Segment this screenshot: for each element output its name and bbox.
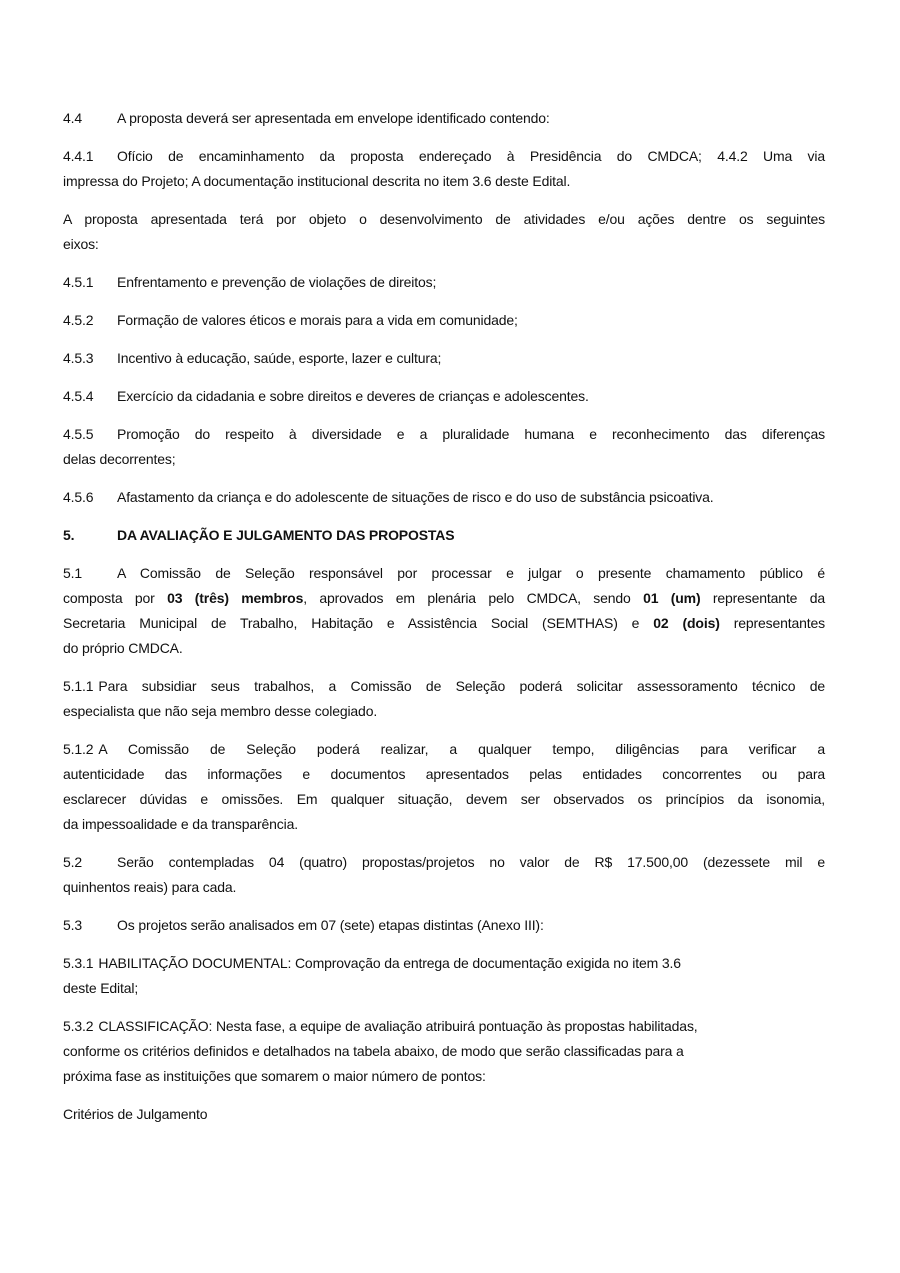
item-number: 4.4 bbox=[63, 110, 83, 126]
text-segment: Serão contempladas 04 (quatro) propostas/projetos no valor de R$ 17.500,00 (dezessete mil e bbox=[117, 854, 825, 870]
text-line bbox=[63, 1064, 825, 1089]
paragraph bbox=[63, 422, 825, 472]
text-line bbox=[63, 422, 825, 447]
item-number: 5.2 bbox=[63, 854, 83, 870]
text-segment: HABILITAÇÃO DOCUMENTAL: Comprovação da entrega de documentação exigida no item 3.6 bbox=[98, 955, 681, 971]
text-segment: Enfrentamento e prevenção de violações de direitos; bbox=[117, 274, 437, 290]
text-line bbox=[63, 850, 825, 875]
text-segment: Formação de valores éticos e morais para a vida em comunidade; bbox=[117, 312, 518, 328]
paragraph bbox=[63, 346, 825, 371]
section-heading bbox=[63, 523, 825, 548]
text-line bbox=[63, 586, 825, 611]
text-segment: eixos: bbox=[63, 236, 99, 252]
item-number: 4.5.2 bbox=[63, 312, 94, 328]
item-number: 4.4.1 bbox=[63, 148, 94, 164]
paragraph bbox=[63, 270, 825, 295]
text-line bbox=[63, 976, 825, 1001]
text-segment: autenticidade das informações e documentos apresentados pelas entidades concorrentes ou para bbox=[63, 766, 825, 782]
text-segment: Afastamento da criança e do adolescente de situações de risco e do uso de substância psicoativa. bbox=[117, 489, 714, 505]
text-segment: CLASSIFICAÇÃO: Nesta fase, a equipe de avaliação atribuirá pontuação às propostas habilitadas, bbox=[98, 1018, 698, 1034]
paragraph bbox=[63, 561, 825, 661]
paragraph bbox=[63, 485, 825, 510]
text-segment: Exercício da cidadania e sobre direitos e deveres de crianças e adolescentes. bbox=[117, 388, 589, 404]
paragraph bbox=[63, 737, 825, 837]
item-number: 4.5.6 bbox=[63, 489, 94, 505]
text-line bbox=[63, 875, 825, 900]
text-segment: esclarecer dúvidas e omissões. Em qualquer situação, devem ser observados os princípios da isonomia, bbox=[63, 791, 825, 807]
item-number: 5.1.1 bbox=[63, 678, 94, 694]
text-segment: A proposta apresentada terá por objeto o desenvolvimento de atividades e/ou ações dentre os seguintes bbox=[63, 211, 825, 227]
item-number: 5.1.2 bbox=[63, 741, 94, 757]
text-segment: , aprovados em plenária pelo CMDCA, sendo bbox=[303, 590, 644, 606]
text-line bbox=[63, 447, 825, 472]
text-line bbox=[63, 951, 825, 976]
text-line bbox=[63, 270, 825, 295]
text-line bbox=[63, 232, 825, 257]
text-line bbox=[63, 611, 825, 636]
text-line bbox=[63, 636, 825, 661]
text-segment: A proposta deverá ser apresentada em envelope identificado contendo: bbox=[117, 110, 550, 126]
text-segment: Os projetos serão analisados em 07 (sete) etapas distintas (Anexo III): bbox=[117, 917, 544, 933]
item-number: 4.5.3 bbox=[63, 350, 94, 366]
item-number: 5. bbox=[63, 527, 75, 543]
text-line bbox=[63, 737, 825, 762]
text-segment: quinhentos reais) para cada. bbox=[63, 879, 237, 895]
text-line bbox=[63, 144, 825, 169]
text-line bbox=[63, 106, 825, 131]
text-segment: Secretaria Municipal de Trabalho, Habitação e Assistência Social (SEMTHAS) e bbox=[63, 615, 654, 631]
text-segment: do próprio CMDCA. bbox=[63, 640, 183, 656]
paragraph bbox=[63, 106, 825, 131]
item-number: 5.3 bbox=[63, 917, 83, 933]
item-number: 5.3.2 bbox=[63, 1018, 94, 1034]
text-line bbox=[63, 699, 825, 724]
text-segment: impressa do Projeto; A documentação institucional descrita no item 3.6 deste Edital. bbox=[63, 173, 571, 189]
bold-text: DA AVALIAÇÃO E JULGAMENTO DAS PROPOSTAS bbox=[117, 527, 455, 543]
paragraph bbox=[63, 384, 825, 409]
text-segment: composta por bbox=[63, 590, 168, 606]
text-segment: representantes bbox=[719, 615, 825, 631]
text-line bbox=[63, 913, 825, 938]
text-line bbox=[63, 523, 825, 548]
paragraph bbox=[63, 951, 825, 1001]
text-line bbox=[63, 787, 825, 812]
item-number: 5.1 bbox=[63, 565, 83, 581]
paragraph bbox=[63, 207, 825, 257]
text-line bbox=[63, 762, 825, 787]
text-segment: Critérios de Julgamento bbox=[63, 1106, 208, 1122]
document-page bbox=[63, 106, 825, 1140]
text-segment: da impessoalidade e da transparência. bbox=[63, 816, 298, 832]
text-line bbox=[63, 169, 825, 194]
text-segment: delas decorrentes; bbox=[63, 451, 176, 467]
text-segment: conforme os critérios definidos e detalhados na tabela abaixo, de modo que serão classificadas para a bbox=[63, 1043, 684, 1059]
text-line bbox=[63, 308, 825, 333]
text-line bbox=[63, 1014, 825, 1039]
text-line bbox=[63, 561, 825, 586]
item-number: 4.5.1 bbox=[63, 274, 94, 290]
text-line bbox=[63, 812, 825, 837]
paragraph bbox=[63, 1014, 825, 1089]
text-line bbox=[63, 674, 825, 699]
bold-text: 02 (dois) bbox=[653, 615, 720, 631]
text-line bbox=[63, 207, 825, 232]
paragraph bbox=[63, 850, 825, 900]
text-segment: próxima fase as instituições que somarem o maior número de pontos: bbox=[63, 1068, 486, 1084]
text-segment: A Comissão de Seleção poderá realizar, a qualquer tempo, diligências para verificar a bbox=[98, 741, 825, 757]
text-segment: Ofício de encaminhamento da proposta endereçado à Presidência do CMDCA; 4.4.2 Uma via bbox=[117, 148, 825, 164]
text-line bbox=[63, 346, 825, 371]
text-segment: Incentivo à educação, saúde, esporte, lazer e cultura; bbox=[117, 350, 442, 366]
text-segment: representante da bbox=[700, 590, 825, 606]
text-line bbox=[63, 1102, 825, 1127]
text-segment: Para subsidiar seus trabalhos, a Comissão de Seleção poderá solicitar assessoramento técnico de bbox=[98, 678, 825, 694]
text-segment: especialista que não seja membro desse colegiado. bbox=[63, 703, 378, 719]
item-number: 4.5.4 bbox=[63, 388, 94, 404]
paragraph bbox=[63, 1102, 825, 1127]
item-number: 5.3.1 bbox=[63, 955, 94, 971]
paragraph bbox=[63, 308, 825, 333]
text-line bbox=[63, 1039, 825, 1064]
item-number: 4.5.5 bbox=[63, 426, 94, 442]
text-segment: A Comissão de Seleção responsável por processar e julgar o presente chamamento público é bbox=[117, 565, 825, 581]
paragraph bbox=[63, 674, 825, 724]
paragraph bbox=[63, 144, 825, 194]
text-line bbox=[63, 384, 825, 409]
bold-text: 03 (três) membros bbox=[167, 590, 304, 606]
paragraph bbox=[63, 913, 825, 938]
text-segment: deste Edital; bbox=[63, 980, 139, 996]
text-line bbox=[63, 485, 825, 510]
text-segment: Promoção do respeito à diversidade e a pluralidade humana e reconhecimento das diferenças bbox=[117, 426, 825, 442]
bold-text: 01 (um) bbox=[643, 590, 701, 606]
